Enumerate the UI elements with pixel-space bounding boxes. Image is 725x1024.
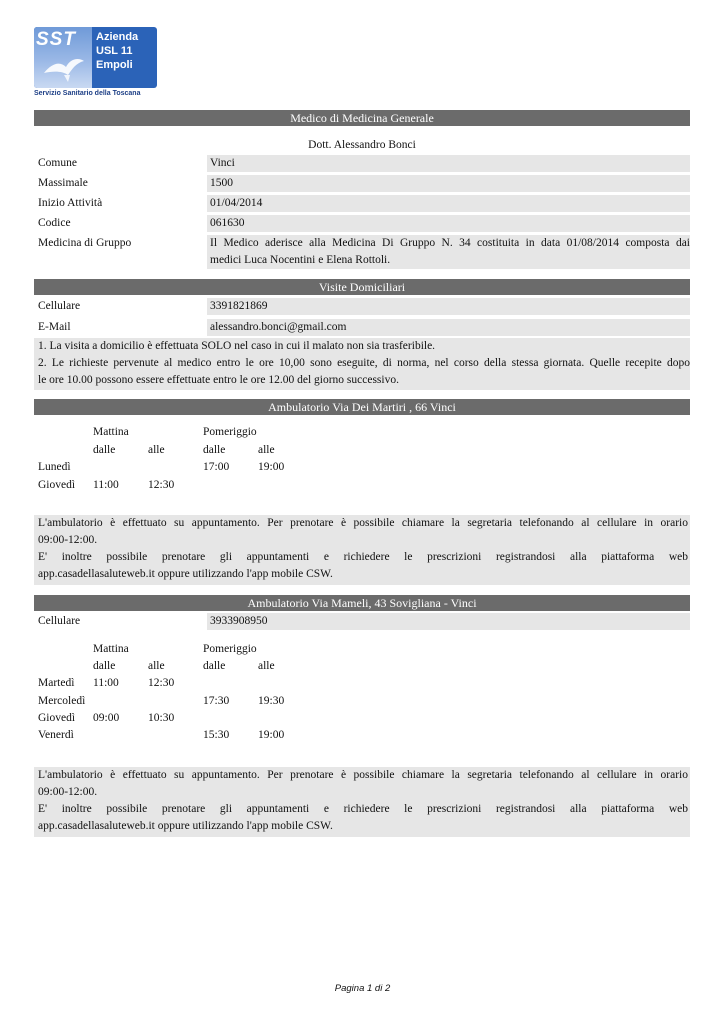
amb2-row-day: Mercoledì xyxy=(38,695,86,707)
amb2-cellulare-value: 3933908950 xyxy=(207,613,690,630)
visite-note-2a: 2. Le richieste pervenute al medico entro le ore 10,00 sono eseguite, di norma, nel corso della stessa giornata. Quelle recepite dopo xyxy=(38,357,690,369)
visite-email-value: alessandro.bonci@gmail.com xyxy=(207,319,690,336)
amb2-row-day: Martedì xyxy=(38,677,75,689)
gruppo-line-1: Il Medico aderisce alla Medicina Di Gruppo N. 34 costituita in data 01/08/2014 composta dai xyxy=(210,237,690,249)
bird-icon xyxy=(42,55,86,83)
visite-note-2b: le ore 10.00 possono essere effettuate entro le ore 12.00 del giorno successivo. xyxy=(38,374,399,386)
amb1-row-day: Lunedì xyxy=(38,461,71,473)
amb2-p-alle: alle xyxy=(258,660,275,672)
visite-email-label: E-Mail xyxy=(38,321,71,333)
visite-note-1: 1. La visita a domicilio è effettuata SOLO nel caso in cui il malato non sia trasferibile. xyxy=(38,340,436,352)
page-number: Pagina 1 di 2 xyxy=(334,983,391,994)
field-value-massimale: 1500 xyxy=(207,175,690,192)
amb2-row-m-to: 12:30 xyxy=(148,677,175,689)
amb2-row-m-from: 11:00 xyxy=(93,677,119,689)
amb1-note-line-2: 09:00-12:00. xyxy=(38,534,98,546)
field-label-inizio-attivita: Inizio Attività xyxy=(38,197,103,209)
amb1-row-p-to: 19:00 xyxy=(258,461,285,473)
field-label-medicina-di-gruppo: Medicina di Gruppo xyxy=(38,237,132,249)
amb1-row-day: Giovedì xyxy=(38,479,76,491)
section-header-visite: Visite Domiciliari xyxy=(34,279,690,295)
amb2-row-m-from: 09:00 xyxy=(93,712,120,724)
amb1-row-p-from: 17:00 xyxy=(203,461,230,473)
amb1-note xyxy=(34,515,690,585)
doctor-name: Dott. Alessandro Bonci xyxy=(308,139,416,151)
amb2-row-p-from: 15:30 xyxy=(203,729,230,741)
amb2-row-p-from: 17:30 xyxy=(203,695,230,707)
amb2-note-line-4: app.casadellasaluteweb.it oppure utilizzando l'app mobile CSW. xyxy=(38,820,333,832)
logo-left-panel xyxy=(34,27,92,88)
amb2-row-day: Giovedì xyxy=(38,712,76,724)
amb1-p-alle: alle xyxy=(258,444,275,456)
amb1-p-dalle: dalle xyxy=(203,444,226,456)
field-label-comune: Comune xyxy=(38,157,77,169)
field-value-codice: 061630 xyxy=(207,215,690,232)
amb1-note-line-4: app.casadellasaluteweb.it oppure utilizzando l'app mobile CSW. xyxy=(38,568,333,580)
amb1-row-m-to: 12:30 xyxy=(148,479,175,491)
amb2-pomeriggio-header: Pomeriggio xyxy=(203,643,257,655)
amb2-note xyxy=(34,767,690,837)
amb1-row-m-from: 11:00 xyxy=(93,479,119,491)
visite-cellulare-value: 3391821869 xyxy=(207,298,690,315)
amb1-m-dalle: dalle xyxy=(93,444,116,456)
amb2-row-p-to: 19:00 xyxy=(258,729,285,741)
field-value-inizio-attivita: 01/04/2014 xyxy=(207,195,690,212)
section-header-amb1: Ambulatorio Via Dei Martiri , 66 Vinci xyxy=(34,399,690,415)
amb2-row-m-to: 10:30 xyxy=(148,712,175,724)
logo-line-1: Azienda xyxy=(96,31,139,43)
sst-logo xyxy=(34,27,157,88)
gruppo-line-2: medici Luca Nocentini e Elena Rottoli. xyxy=(210,254,391,266)
amb2-p-dalle: dalle xyxy=(203,660,226,672)
amb2-note-line-2: 09:00-12:00. xyxy=(38,786,98,798)
amb2-cellulare-label: Cellulare xyxy=(38,615,81,627)
section-header-amb2: Ambulatorio Via Mameli, 43 Sovigliana - Vinci xyxy=(34,595,690,611)
field-label-codice: Codice xyxy=(38,217,71,229)
visite-notes xyxy=(34,338,690,390)
visite-cellulare-label: Cellulare xyxy=(38,300,81,312)
amb1-note-line-3: E' inoltre possibile prenotare gli appuntamenti e richiedere le prescrizioni registrandosi alla piattaforma web xyxy=(38,551,688,563)
amb2-m-alle: alle xyxy=(148,660,165,672)
amb2-row-p-to: 19:30 xyxy=(258,695,285,707)
amb2-mattina-header: Mattina xyxy=(93,643,129,655)
amb2-note-line-1: L'ambulatorio è effettuato su appuntamento. Per prenotare è possibile chiamare la segretaria telefonando al cellulare in orario xyxy=(38,769,688,781)
amb1-note-line-1: L'ambulatorio è effettuato su appuntamento. Per prenotare è possibile chiamare la segretaria telefonando al cellulare in orario xyxy=(38,517,688,529)
field-label-massimale: Massimale xyxy=(38,177,88,189)
amb2-m-dalle: dalle xyxy=(93,660,116,672)
amb2-row-day: Venerdì xyxy=(38,729,74,741)
logo-acronym: SST xyxy=(36,29,76,50)
logo-text xyxy=(96,30,156,72)
logo-line-2: USL 11 xyxy=(96,45,133,57)
amb2-note-line-3: E' inoltre possibile prenotare gli appuntamenti e richiedere le prescrizioni registrandosi alla piattaforma web xyxy=(38,803,688,815)
amb1-m-alle: alle xyxy=(148,444,165,456)
field-value-comune: Vinci xyxy=(207,155,690,172)
section-header-medico: Medico di Medicina Generale xyxy=(34,110,690,126)
amb1-pomeriggio-header: Pomeriggio xyxy=(203,426,257,438)
field-value-medicina-di-gruppo xyxy=(207,235,690,269)
logo-line-3: Empoli xyxy=(96,59,133,71)
amb1-mattina-header: Mattina xyxy=(93,426,129,438)
logo-subtitle: Servizio Sanitario della Toscana xyxy=(34,90,141,97)
